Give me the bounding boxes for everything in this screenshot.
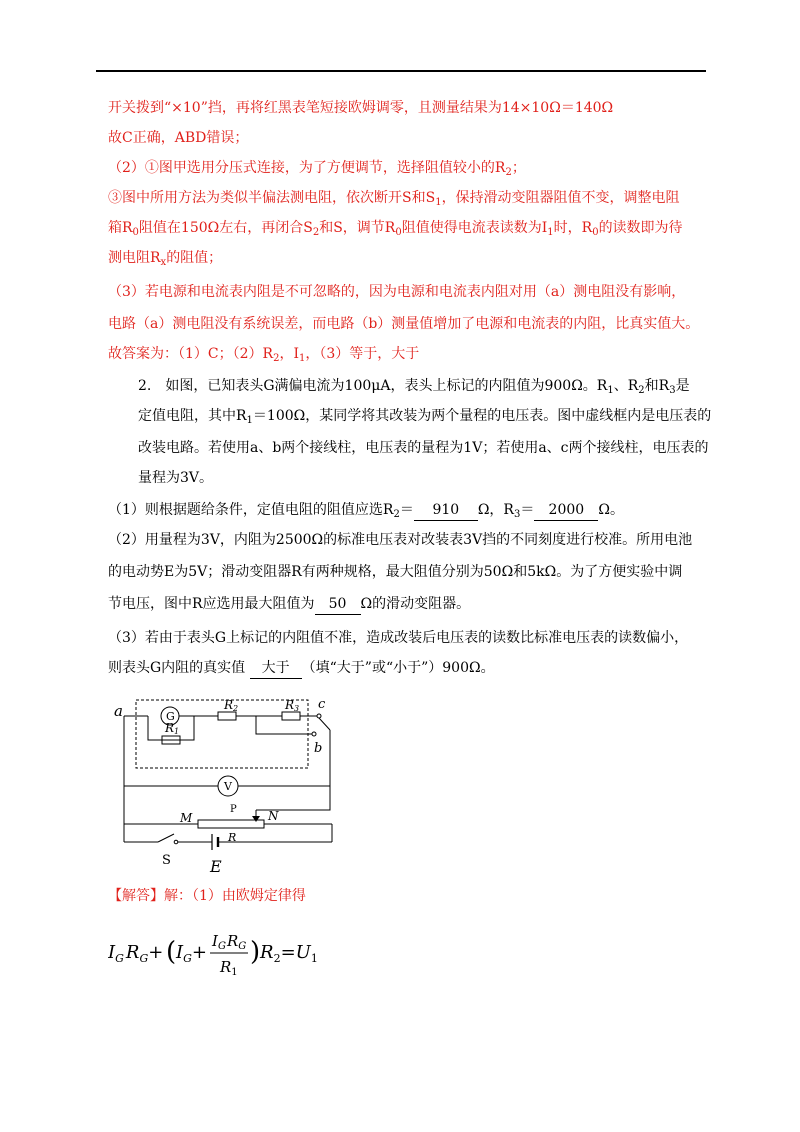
solution-line-6: 测电阻$R_x$的阻值；: [108, 250, 223, 268]
label-e: E: [210, 857, 222, 876]
label-b: b: [314, 741, 323, 756]
solution-line-9: 故答案为：（1）C；$(2)R_2$，$I_1$，（3）等于，大于: [108, 346, 420, 364]
resistor-r3: [282, 712, 300, 720]
label-n: N: [268, 809, 279, 823]
answer-blank-resistance: 大于: [250, 658, 302, 679]
ohm-formula: [108, 928, 328, 985]
terminal-b: [312, 732, 316, 736]
svg-text:IGRG: $I_GR_G$: [212, 932, 247, 952]
switch-contact: [174, 840, 178, 844]
header-rule: [96, 70, 706, 72]
label-m: M: [180, 811, 193, 825]
circuit-diagram: [112, 694, 342, 884]
solution-line-3: （2）①图甲选用分压式连接，为了方便调节，选择阻值较小的$R_2$；: [108, 160, 526, 178]
voltmeter-label: V: [224, 780, 232, 793]
svg-text:R1: $R_1$: [220, 958, 238, 978]
solution-line-7: （3）若电源和电流表内阻是不可忽略的，因为电源和电流表内阻对用（a）测电阻没有影响，: [108, 284, 686, 300]
question-3-line-1: （3）若由于表头G上标记的内阻值不准，造成改装后电压表的读数比标准电压表的读数偏小，: [108, 630, 689, 646]
label-r3: R3: [285, 698, 300, 713]
svg-text:(: (: [166, 937, 177, 967]
answer-heading: 【解答】解：（1）由欧姆定律得: [108, 888, 306, 904]
svg-text:R2=U1: $R_2=U_1$: [260, 942, 318, 965]
solution-line-4: ③图中所用方法为类似半偏法测电阻，依次断开S和$S_1$，保持滑动变阻器阻值不变，调整电阻: [108, 190, 680, 208]
solution-line-2: 故C正确，ABD错误；: [108, 130, 249, 146]
label-r: R: [228, 831, 237, 844]
question-3-line-2: 则表头G内阻的真实值 大于 （填“大于”或“小于”）900Ω。: [108, 658, 495, 679]
solution-line-1: 开关拨到“×10”挡，再将红黑表笔短接欧姆调零，且测量结果为14×10Ω＝140Ω: [108, 100, 614, 116]
label-c: c: [318, 697, 326, 712]
svg-text:IG+: $I_G+$: [176, 942, 208, 965]
label-r2: R2: [224, 698, 239, 713]
label-s: S: [162, 853, 171, 868]
question-2-line-3: 节电压，图中R应选用最大阻值为 50 Ω的滑动变阻器。: [108, 594, 470, 615]
problem-line-3: 改装电路。若使用a、b两个接线柱，电压表的量程为1V；若使用a、c两个接线柱，电压表的: [138, 440, 709, 456]
answer-blank-r3: 2000: [534, 500, 598, 521]
label-r1: R1: [165, 721, 180, 736]
question-2-line-1: （2）用量程为3V，内阻为2500Ω的标准电压表对改装表3V挡的不同刻度进行校准。所用电池: [108, 532, 693, 548]
label-a: a: [114, 702, 123, 720]
selector-switch: [319, 718, 330, 730]
question-1: （1）则根据题给条件，定值电阻的阻值应选$R_2= 910$ Ω，$R_3= 2000$ Ω。: [108, 502, 624, 520]
wire: [256, 786, 330, 810]
problem-line-1: 2. 如图，已知表头G满偏电流为100μA，表头上标记的内阻值为900Ω。$R_1$、$R_2$和$R_3$是: [138, 378, 690, 396]
answer-blank-r: 50: [315, 594, 361, 615]
rheostat: [198, 820, 264, 828]
problem-line-4: 量程为3V。: [138, 470, 214, 486]
answer-blank-r2: 910: [414, 500, 478, 521]
solution-line-5: 箱$R_0$阻值在150Ω左右，再闭合$S_2$和S，调节$R_0$阻值使得电流表读数为$I_1$时，$R_0$的读数即为待: [108, 220, 683, 238]
label-p: P: [230, 804, 237, 815]
problem-line-2: 定值电阻，其中$R_1=100\Omega$，某同学将其改装为两个量程的电压表。图中虚线框内是电压表的: [138, 408, 712, 426]
switch-s: [158, 834, 174, 842]
terminal-c: [317, 714, 321, 718]
svg-text:IGRG+: $I_G$ $R_G+$: [108, 942, 164, 965]
galvanometer-label: G: [166, 710, 175, 723]
slider-arrow: [252, 816, 260, 822]
question-2-line-2: 的电动势E为5V；滑动变阻器R有两种规格，最大阻值分别为50Ω和5kΩ。为了方便实验中调: [108, 564, 683, 580]
wire: [256, 716, 312, 734]
svg-text:): ): [250, 937, 261, 967]
solution-line-8: 电路（a）测电阻没有系统误差，而电路（b）测量值增加了电源和电流表的内阻，比真实值大。: [108, 316, 700, 332]
resistor-r2: [218, 712, 236, 720]
